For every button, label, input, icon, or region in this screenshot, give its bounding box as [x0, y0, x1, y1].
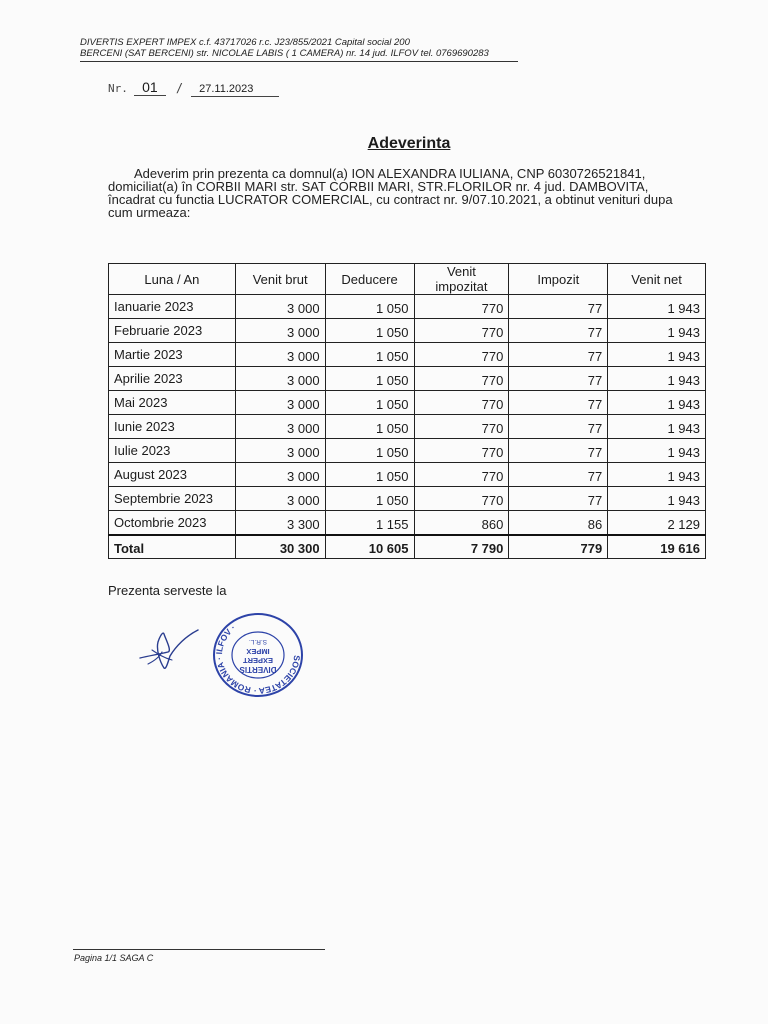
cell-gross: 3 000: [235, 367, 325, 391]
cell-deduction: 1 050: [325, 463, 414, 487]
table-row: [109, 439, 706, 463]
stamp-center-line4: S.R.L.: [248, 638, 268, 645]
body-line-4: cum urmeaza:: [108, 205, 191, 220]
cell-month: Aprilie 2023: [109, 367, 236, 391]
cell-net: 1 943: [608, 391, 706, 415]
header-divider: [80, 61, 518, 62]
cell-net: 1 943: [608, 439, 706, 463]
document-number: 01: [134, 79, 166, 96]
cell-deduction: 1 050: [325, 439, 414, 463]
document-date: 27.11.2023: [191, 82, 279, 97]
company-header: [80, 37, 518, 59]
cell-gross: 3 000: [235, 463, 325, 487]
column-header-gross: Venit brut: [235, 264, 325, 295]
cell-deduction: 1 050: [325, 319, 414, 343]
cell-gross: 3 000: [235, 391, 325, 415]
cell-deduction: 1 050: [325, 367, 414, 391]
table-header-row: [109, 264, 706, 295]
purpose-text: Prezenta serveste la: [108, 583, 227, 598]
cell-month: August 2023: [109, 463, 236, 487]
nr-label: Nr.: [108, 82, 128, 95]
cell-net: 1 943: [608, 343, 706, 367]
document-title: Adeverinta: [367, 135, 451, 152]
company-header-line1: DIVERTIS EXPERT IMPEX c.f. 43717026 r.c. J23/855/2021 Capital social 200: [80, 37, 410, 48]
cell-tax: 86: [509, 511, 608, 535]
reference-slash: /: [175, 81, 184, 95]
signature: [138, 628, 200, 672]
cell-taxable: 770: [414, 463, 509, 487]
cell-month: Septembrie 2023: [109, 487, 236, 511]
table-row: [109, 295, 706, 319]
cell-gross: 3 000: [235, 295, 325, 319]
cell-tax: 77: [509, 367, 608, 391]
total-tax: 779: [509, 535, 608, 559]
cell-deduction: 1 050: [325, 391, 414, 415]
page-footer: Pagina 1/1 SAGA C: [74, 953, 154, 963]
cell-net: 1 943: [608, 367, 706, 391]
table-row: [109, 463, 706, 487]
table-row: [109, 343, 706, 367]
cell-gross: 3 000: [235, 415, 325, 439]
cell-month: Iunie 2023: [109, 415, 236, 439]
cell-taxable: 770: [414, 439, 509, 463]
cell-month: Februarie 2023: [109, 319, 236, 343]
table-row: [109, 319, 706, 343]
table-row: [109, 415, 706, 439]
cell-deduction: 1 155: [325, 511, 414, 535]
column-header-tax: Impozit: [509, 264, 608, 295]
cell-taxable: 770: [414, 487, 509, 511]
column-header-deduction: Deducere: [325, 264, 414, 295]
cell-taxable: 770: [414, 367, 509, 391]
body-line-3: încadrat cu functia LUCRATOR COMERCIAL, cu contract nr. 9/07.10.2021, a obtinut venituri dupa: [108, 192, 673, 207]
total-gross: 30 300: [235, 535, 325, 559]
body-line-2: domiciliat(a) în CORBII MARI str. SAT CORBII MARI, STR.FLORILOR nr. 4 jud. DAMBOVITA,: [108, 179, 649, 194]
table-row: [109, 487, 706, 511]
cell-taxable: 770: [414, 343, 509, 367]
total-deduction: 10 605: [325, 535, 414, 559]
cell-month: Mai 2023: [109, 391, 236, 415]
cell-tax: 77: [509, 343, 608, 367]
company-stamp: [212, 612, 304, 698]
cell-taxable: 770: [414, 319, 509, 343]
income-table: [108, 263, 706, 559]
body-line-1: Adeverim prin prezenta ca domnul(a) ION ALEXANDRA IULIANA, CNP 6030726521841,: [134, 166, 646, 181]
cell-taxable: 770: [414, 391, 509, 415]
cell-gross: 3 000: [235, 343, 325, 367]
cell-gross: 3 000: [235, 439, 325, 463]
company-header-line2: BERCENI (SAT BERCENI) str. NICOLAE LABIS ( 1 CAMERA) nr. 14 jud. ILFOV tel. 0769690283: [80, 48, 489, 59]
column-header-taxable: Venit impozitat: [414, 264, 509, 295]
cell-tax: 77: [509, 487, 608, 511]
stamp-ring-text: SOCIETATEA · ROMANIA · ILFOV ·: [213, 622, 303, 697]
total-label: Total: [109, 535, 236, 559]
body-paragraph: [108, 167, 708, 219]
cell-month: Ianuarie 2023: [109, 295, 236, 319]
cell-tax: 77: [509, 319, 608, 343]
cell-deduction: 1 050: [325, 487, 414, 511]
cell-gross: 3 000: [235, 487, 325, 511]
cell-net: 1 943: [608, 463, 706, 487]
cell-net: 1 943: [608, 487, 706, 511]
table-row: [109, 391, 706, 415]
cell-net: 2 129: [608, 511, 706, 535]
cell-month: Octombrie 2023: [109, 511, 236, 535]
total-taxable: 7 790: [414, 535, 509, 559]
cell-deduction: 1 050: [325, 295, 414, 319]
cell-taxable: 770: [414, 295, 509, 319]
column-header-net: Venit net: [608, 264, 706, 295]
cell-month: Iulie 2023: [109, 439, 236, 463]
cell-net: 1 943: [608, 319, 706, 343]
table-total-row: [109, 535, 706, 559]
cell-taxable: 860: [414, 511, 509, 535]
table-row: [109, 511, 706, 535]
cell-tax: 77: [509, 295, 608, 319]
cell-taxable: 770: [414, 415, 509, 439]
table-row: [109, 367, 706, 391]
cell-deduction: 1 050: [325, 415, 414, 439]
cell-net: 1 943: [608, 415, 706, 439]
cell-month: Martie 2023: [109, 343, 236, 367]
footer-divider: [73, 949, 325, 950]
column-header-month: Luna / An: [109, 264, 236, 295]
cell-tax: 77: [509, 463, 608, 487]
stamp-center-line2: EXPERT: [242, 656, 274, 665]
cell-tax: 77: [509, 439, 608, 463]
cell-gross: 3 000: [235, 319, 325, 343]
cell-tax: 77: [509, 391, 608, 415]
cell-deduction: 1 050: [325, 343, 414, 367]
total-net: 19 616: [608, 535, 706, 559]
cell-tax: 77: [509, 415, 608, 439]
stamp-center-line1: DIVERTIS: [239, 665, 277, 674]
cell-net: 1 943: [608, 295, 706, 319]
stamp-center-line3: IMPEX: [246, 647, 270, 656]
cell-gross: 3 300: [235, 511, 325, 535]
document-reference: [108, 79, 279, 97]
